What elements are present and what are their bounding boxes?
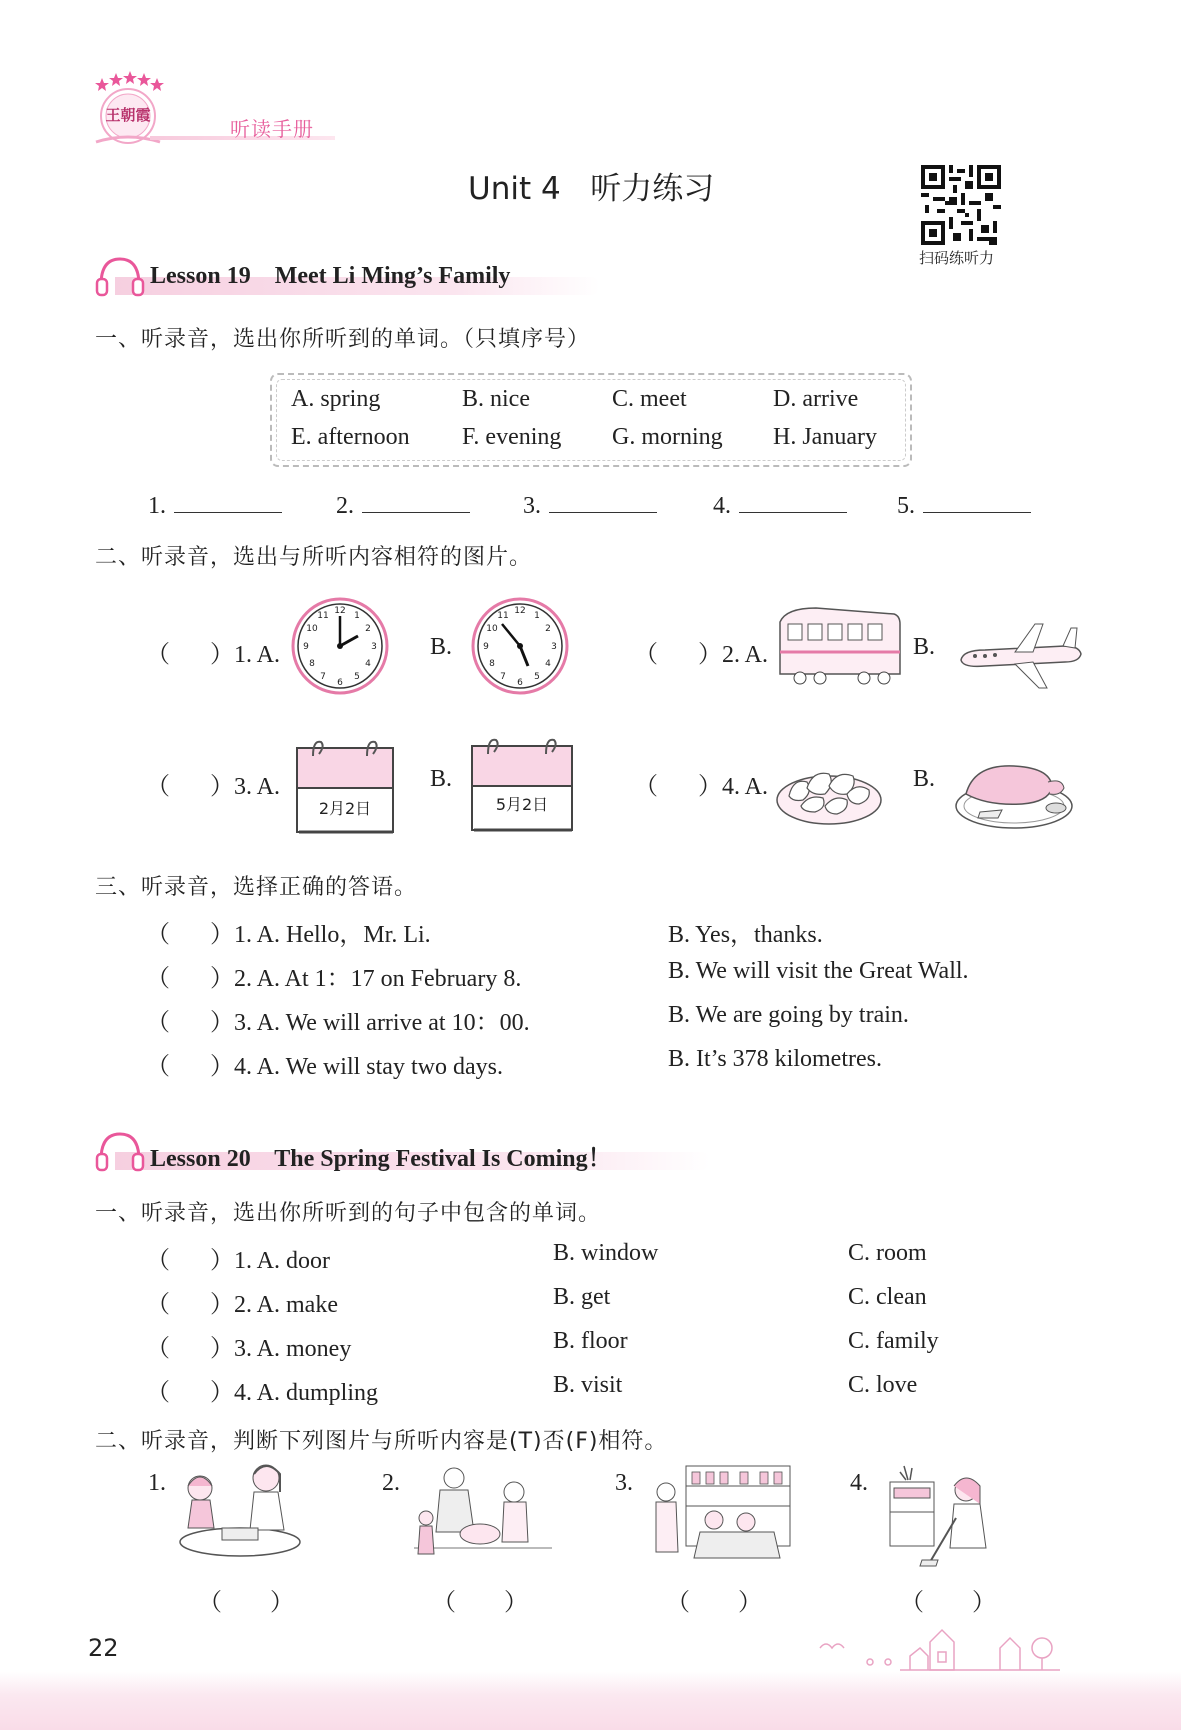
word-option: H. January [773,424,877,450]
clock-two-oclock-image [290,596,390,696]
option-b-label: B. [913,634,936,660]
unit-title: Unit 4 听力练习 [468,171,715,207]
lesson-19-header [95,253,605,299]
l19-part3-instruction: 三、听录音，选择正确的答语。 [95,875,418,900]
word-choice-b: B. floor [553,1328,628,1354]
family-gathering-image [410,1462,556,1562]
calendar-date-text: 2月2日 [318,799,372,818]
paren-open[interactable]: （ [146,1010,170,1036]
option-b-label: B. [430,634,453,660]
svg-text:3: 3 [551,642,557,652]
svg-text:10: 10 [486,624,498,634]
response-option-a: ）4. A. We will stay two days. [210,1054,503,1080]
picture-item-label: ）2. A. [698,642,769,668]
footer-band [0,1672,1181,1730]
word-choice-a: ）3. A. money [210,1336,352,1362]
word-choice-b: B. get [553,1284,611,1310]
paren-open[interactable]: （ [146,966,170,992]
lesson-20-title: Lesson 20 The Spring Festival Is Coming！ [150,1146,612,1172]
paren-open[interactable]: （ [146,1248,170,1274]
response-option-b: B. We will visit the Great Wall. [668,958,969,984]
l19-part1-instruction: 一、听录音，选出你所听到的单词。（只填序号） [95,327,591,352]
l19-part2-instruction: 二、听录音，选出与所听内容相符的图片。 [95,545,533,570]
response-option-b: B. We are going by train. [668,1002,909,1028]
response-option-a: ）3. A. We will arrive at 10：00. [210,1010,530,1036]
word-option: G. morning [612,424,723,450]
section-label: 听读手册 [230,117,314,141]
picture-number: 3. [615,1470,633,1496]
answer-blank-3[interactable] [523,490,657,520]
calendar-feb-2-image [295,738,395,834]
picture-item-label: ）1. A. [210,642,281,668]
blank-number: 1. [148,493,166,519]
word-choice-a: ）4. A. dumpling [210,1380,379,1406]
word-choice-c: C. love [848,1372,918,1398]
svg-text:6: 6 [517,678,523,688]
calendar-date-text: 5月2日 [495,795,549,814]
picture-item-label: ）4. A. [698,774,769,800]
paren-open[interactable]: （ [634,642,658,668]
svg-text:9: 9 [483,642,489,652]
train-image [776,604,904,688]
picture-number: 1. [148,1470,166,1496]
tf-answer-paren[interactable]: （ ） [900,1590,996,1616]
option-b-label: B. [913,766,936,792]
l20-part2-instruction: 二、听录音，判断下列图片与所听内容是(T)否(F)相符。 [95,1429,668,1454]
paren-open[interactable]: （ [146,642,170,668]
word-option: D. arrive [773,386,859,412]
woman-cleaning-image [880,1462,1004,1570]
paren-open[interactable]: （ [146,1336,170,1362]
word-option: C. meet [612,386,687,412]
dumplings-image [773,752,885,828]
svg-text:12: 12 [334,606,346,616]
svg-text:8: 8 [489,659,495,669]
answer-blank-5[interactable] [897,490,1031,520]
family-at-shelf-image [650,1462,794,1566]
svg-text:3: 3 [371,642,377,652]
blank-number: 2. [336,493,354,519]
calendar-may-2-image [470,734,574,832]
blank-number: 3. [523,493,541,519]
svg-text:4: 4 [545,659,551,669]
response-option-b: B. Yes，thanks. [668,922,823,948]
page-number: 22 [88,1634,119,1662]
word-option: A. spring [291,386,381,412]
lesson-19-title: Lesson 19 Meet Li Ming’s Family [150,263,511,289]
word-choice-b: B. visit [553,1372,623,1398]
paren-open[interactable]: （ [146,1292,170,1318]
response-option-a: ）2. A. At 1：17 on February 8. [210,966,522,992]
svg-text:5: 5 [354,672,360,682]
word-choice-a: ）2. A. make [210,1292,338,1318]
headphones-icon [95,1128,145,1174]
airplane-image [955,616,1085,696]
l20-part1-instruction: 一、听录音，选出你所听到的句子中包含的单词。 [95,1201,602,1226]
option-b-label: B. [430,766,453,792]
word-choice-b: B. window [553,1240,659,1266]
paren-open[interactable]: （ [146,922,170,948]
word-option: E. afternoon [291,424,410,450]
svg-text:5: 5 [534,672,540,682]
paren-open[interactable]: （ [634,774,658,800]
blank-number: 5. [897,493,915,519]
roast-duck-image [952,752,1076,832]
paren-open[interactable]: （ [146,1380,170,1406]
answer-blank-4[interactable] [713,490,847,520]
svg-text:11: 11 [497,611,509,621]
clock-five-oclock-image [470,596,570,696]
qr-code[interactable] [921,165,1001,245]
footer-decoration-icon [810,1618,1070,1674]
svg-text:12: 12 [514,606,526,616]
svg-text:7: 7 [320,672,326,682]
paren-open[interactable]: （ [146,774,170,800]
svg-text:7: 7 [500,672,506,682]
answer-blank-2[interactable] [336,490,470,520]
word-option: B. nice [462,386,530,412]
svg-text:8: 8 [309,659,315,669]
word-choice-c: C. clean [848,1284,927,1310]
svg-text:2: 2 [365,624,371,634]
blank-number: 4. [713,493,731,519]
svg-text:4: 4 [365,659,371,669]
svg-text:10: 10 [306,624,318,634]
picture-number: 2. [382,1470,400,1496]
picture-number: 4. [850,1470,868,1496]
word-choice-c: C. room [848,1240,927,1266]
answer-blank-1[interactable] [148,490,282,520]
svg-text:6: 6 [337,678,343,688]
headphones-icon [95,253,145,299]
tf-answer-paren[interactable]: （ ） [432,1590,528,1616]
logo-text: 王朝霞 [105,106,151,124]
svg-text:1: 1 [534,611,540,621]
lesson-20-header [95,1128,715,1174]
tf-answer-paren[interactable]: （ ） [666,1590,762,1616]
svg-text:1: 1 [354,611,360,621]
response-option-a: ）1. A. Hello，Mr. Li. [210,922,431,948]
qr-caption: 扫码练听力 [919,249,995,267]
girls-making-dumplings-image [170,1458,310,1562]
word-option: F. evening [462,424,562,450]
svg-text:11: 11 [317,611,329,621]
svg-text:2: 2 [545,624,551,634]
tf-answer-paren[interactable]: （ ） [198,1590,294,1616]
picture-item-label: ）3. A. [210,774,281,800]
svg-text:9: 9 [303,642,309,652]
word-choice-c: C. family [848,1328,939,1354]
paren-open[interactable]: （ [146,1054,170,1080]
response-option-b: B. It’s 378 kilometres. [668,1046,882,1072]
word-choice-a: ）1. A. door [210,1248,330,1274]
